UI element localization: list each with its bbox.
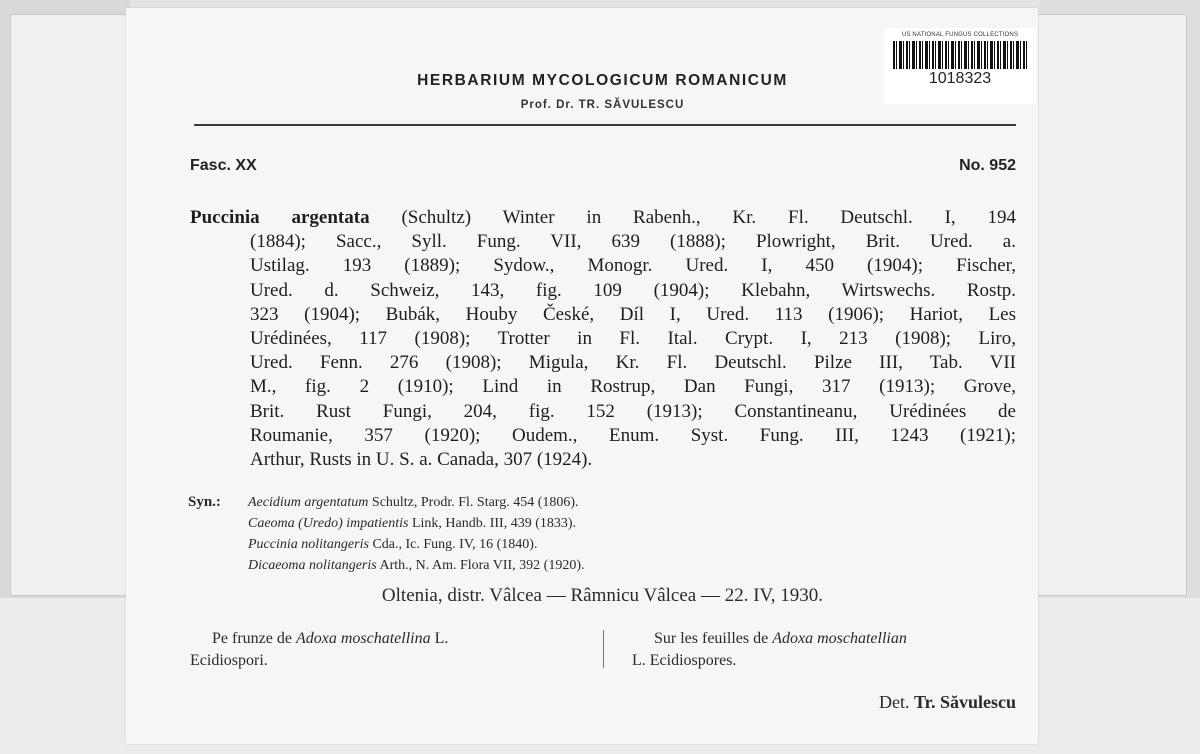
citation-line: Ustilag. 193 (1889); Sydow., Monogr. Ured. I, 450 (1904); Fischer, (250, 255, 1016, 277)
determiner: Det. Tr. Săvulescu (878, 692, 1016, 712)
header-divider (194, 124, 1016, 126)
host-romanian: Pe frunze de Adoxa moschatellina L. Ecidiospori. (190, 628, 590, 672)
specimen-number: No. 952 (959, 157, 1016, 174)
citation-line: Arthur, Rusts in U. S. a. Canada, 307 (1924). (250, 449, 593, 471)
citation-line: 323 (1904); Bubák, Houby České, Díl I, Ured. 113 (1906); Hariot, Les (250, 303, 1016, 325)
synonyms-label: Syn.: (188, 494, 221, 510)
herbarium-title: HERBARIUM MYCOLOGICUM ROMANICUM (417, 72, 788, 89)
herbarium-subtitle: Prof. Dr. TR. SĂVULESCU (520, 99, 685, 111)
spore-stage: Ecidiospori. (190, 652, 268, 669)
synonym-item: Dicaeoma nolitangeris Arth., N. Am. Flora VII, 392 (1920). (248, 558, 585, 573)
fascicle-number: Fasc. XX (190, 157, 257, 174)
synonym-item: Caeoma (Uredo) impatientis Link, Handb. III, 439 (1833). (248, 516, 577, 531)
collection-locality: Oltenia, distr. Vâlcea — Râmnicu Vâlcea — 22. IV, 1930. (381, 585, 824, 606)
synonym-item: Aecidium argentatum Schultz, Prodr. Fl. Starg. 454 (1806). (248, 495, 579, 510)
citation-line: Puccinia argentata (Schultz) Winter in Rabenh., Kr. Fl. Deutschl. I, 194 (190, 207, 1016, 228)
host-name: Adoxa moschatellina (295, 630, 431, 647)
citation-line: (1884); Sacc., Syll. Fung. VII, 639 (1888); Plowright, Brit. Ured. a. (250, 231, 1016, 253)
host-divider (603, 630, 604, 668)
host-name: Adoxa moschatellian (772, 630, 907, 647)
citation-line: Brit. Rust Fungi, 204, fig. 152 (1913); Constantineanu, Urédinées de (250, 400, 1016, 422)
species-name: Puccinia argentata (190, 207, 370, 228)
citation-line: Roumanie, 357 (1920); Oudem., Enum. Syst. Fung. III, 1243 (1921); (250, 424, 1016, 446)
synonyms-block (188, 492, 888, 576)
synonym-item: Puccinia nolitangeris Cda., Ic. Fung. IV, 16 (1840). (248, 537, 538, 552)
determiner-name: Tr. Săvulescu (913, 692, 1016, 712)
citation-line: Ured. Fenn. 276 (1908); Migula, Kr. Fl. Deutschl. Pilze III, Tab. VII (250, 352, 1016, 374)
barcode-caption: US NATIONAL FUNGUS COLLECTIONS (901, 32, 1019, 38)
spore-stage: L. Ecidiospores. (632, 652, 737, 669)
barcode-number: 1018323 (928, 70, 992, 87)
citation-line: Ured. d. Schweiz, 143, fig. 109 (1904); Klebahn, Wirtswechs. Rostp. (250, 279, 1016, 301)
barcode-label (884, 28, 1036, 104)
citation-line: Urédinées, 117 (1908); Trotter in Fl. Ital. Crypt. I, 213 (1908); Liro, (250, 328, 1016, 350)
host-french: Sur les feuilles de Adoxa moschatellian L. Ecidiospores. (632, 628, 1032, 672)
barcode-icon (893, 41, 1027, 69)
citation-line: M., fig. 2 (1910); Lind in Rostrup, Dan Fungi, 317 (1913); Grove, (250, 376, 1016, 398)
species-citation (190, 206, 1016, 472)
